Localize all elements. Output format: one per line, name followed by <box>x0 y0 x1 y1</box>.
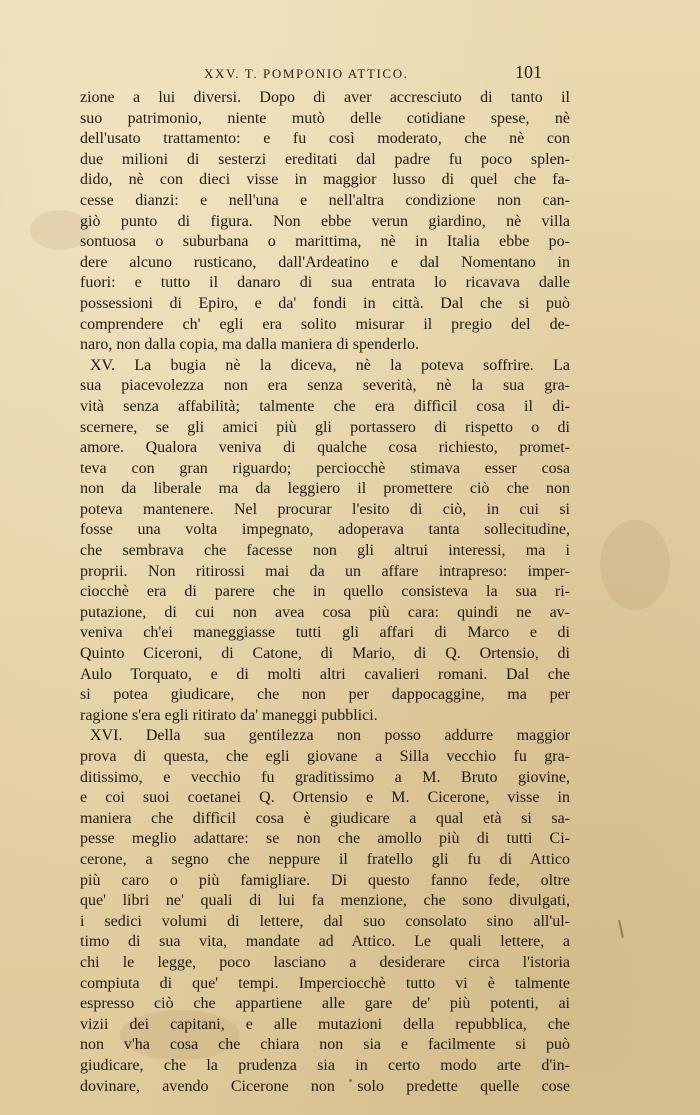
text-line: si potea giudicare, che non per dappocaggine, ma per <box>80 686 570 704</box>
text-line: naro, non dalla copia, ma dalla maniera di spenderlo. <box>80 336 419 354</box>
page-header <box>78 60 546 90</box>
running-title: XXV. T. POMPONIO ATTICO. <box>204 66 409 81</box>
text-line: ditissimo, e vecchio fu graditissimo a M. Bruto giovine, <box>80 768 570 786</box>
text-line: suo patrimonio, niente mutò delle cotidiane spese, nè <box>80 109 570 127</box>
body-text <box>80 88 570 1097</box>
text-line: poteva mantenere. Nel procurar l'esito di ciò, in cui si <box>80 500 570 518</box>
text-line: cerone, a segno che neppure il fratello gli fu di Attico <box>80 850 570 868</box>
text-line: timo di sua vita, mandate ad Attico. Le quali lettere, a <box>80 933 570 951</box>
text-line: scernere, se gli amici più gli portassero di rispetto o di <box>80 418 570 436</box>
margin-mark <box>618 920 624 938</box>
text-line: non da liberale ma da leggiero il promettere ciò che non <box>80 480 570 498</box>
text-line: XV. La bugia nè la diceva, nè la poteva soffrire. La <box>90 356 570 374</box>
text-line: putazione, di cui non avea cosa più cara: quindi ne av- <box>80 603 570 621</box>
text-line: ciocchè era di parere che in quello consisteva la sua ri- <box>80 583 570 601</box>
text-line: giò punto di figura. Non ebbe verun giardino, nè villa <box>80 212 570 230</box>
text-line: espresso ciò che appartiene alle gare de' più potenti, ai <box>80 995 570 1013</box>
text-line: amore. Qualora veniva di qualche cosa richiesto, promet- <box>80 439 570 457</box>
text-line: fuori: e tutto il danaro di sua entrata lo ricavava dalle <box>80 274 570 292</box>
paper-stain <box>600 520 670 610</box>
text-line: dell'usato trattamento: e fu così moderato, che nè con <box>80 130 570 148</box>
text-line: e coi suoi coetanei Q. Ortensio e M. Cicerone, visse in <box>80 789 570 807</box>
text-line: maniera che diffìcil cosa è giudicare a qual età si sa- <box>80 809 570 827</box>
text-line: ragione s'era egli ritirato da' maneggi pubblici. <box>80 706 378 724</box>
text-line: teva con gran riguardo; perciocchè stimava esser cosa <box>80 459 570 477</box>
text-line: più caro o più famigliare. Di questo fanno fede, oltre <box>80 871 570 889</box>
text-line: zione a lui diversi. Dopo di aver accresciuto di tanto il <box>80 89 570 106</box>
text-line: che sembrava che facesse non gli altrui interessi, ma i <box>80 542 570 560</box>
text-line: Quinto Ciceroni, di Catone, di Mario, di Q. Ortensio, di <box>80 645 570 663</box>
text-line: proprii. Non ritirossi mai da un affare intrapreso: imper- <box>80 562 570 580</box>
text-line: comprendere ch' egli era solito misurar il pregio del de- <box>80 315 570 333</box>
page-number: 101 <box>515 62 542 82</box>
text-line: sua piacevolezza non era senza severità, nè la sua gra- <box>80 377 570 395</box>
text-line: veniva ch'ei maneggiasse tutti gli affari di Marco e di <box>80 624 570 642</box>
text-line: compiuta di que' tempi. Imperciocchè tutto vi è talmente <box>80 974 570 992</box>
text-line: sontuosa o suburbana o marittima, nè in Italia ebbe po- <box>80 233 570 251</box>
text-line: non v'ha cosa che chiara non sia e facilmente si può <box>80 1036 570 1054</box>
text-line: due milioni di sesterzi ereditati dal padre fu poco splen- <box>80 150 570 168</box>
text-line: cesse dianzi: e nell'una e nell'altra condizione non can- <box>80 191 570 209</box>
text-line: XVI. Della sua gentilezza non posso addurre maggior <box>90 727 570 745</box>
text-line: dido, nè con dieci visse in maggior lusso di quel che fa- <box>80 171 570 189</box>
text-line: prova di questa, che egli giovane a Silla vecchio fu gra- <box>80 748 570 765</box>
text-line: pesse meglio adattare: se non che amollo più di tutti Ci- <box>80 830 570 848</box>
text-line: Aulo Torquato, e di molti altri cavalieri romani. Dal che <box>80 665 570 683</box>
text-line: fosse una volta impegnato, adoperava tanta sollecitudine, <box>80 521 570 539</box>
text-line: vità senza affabilità; talmente che era diffìcil cosa il di- <box>80 397 570 415</box>
text-line: giudicare, che la prudenza sia in certo modo arte d'in- <box>80 1056 570 1074</box>
text-line: chi le legge, poco lasciano a desiderare circa l'istoria <box>80 953 570 971</box>
text-line: que' libri ne' quali di lui fa menzione, che sono divulgati, <box>80 892 570 910</box>
text-line: dere alcuno rusticano, dall'Ardeatino e dal Nomentano in <box>80 253 570 271</box>
text-line: dovinare, avendo Cicerone non solo predette quelle cose <box>80 1077 570 1095</box>
text-line: vizii dei capitani, e alle mutazioni della repubblica, che <box>80 1015 570 1033</box>
text-line: i sedici volumi di lettere, dal suo consolato sino all'ul- <box>80 912 570 930</box>
text-line: possessioni di Epiro, e da' fondi in città. Dal che si può <box>80 294 570 312</box>
